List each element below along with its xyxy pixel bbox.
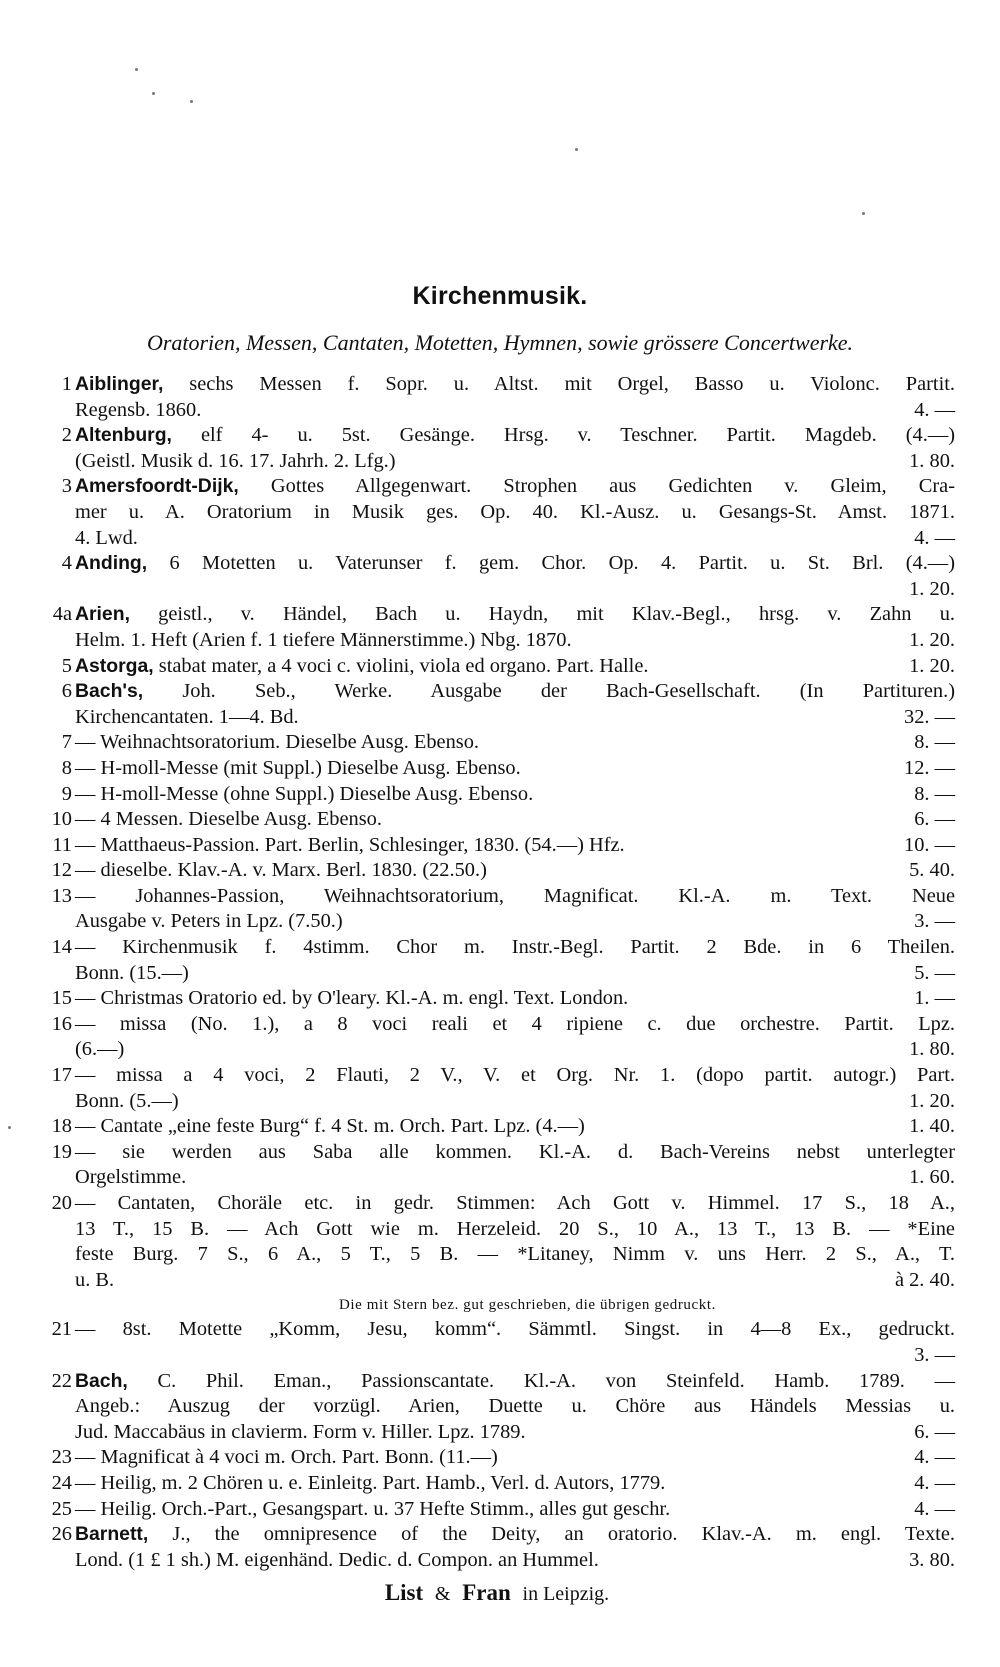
entry-price: 1. 20. xyxy=(909,577,955,600)
entry-number: 24 xyxy=(51,1471,72,1494)
entry-description: — 8st. Motette „Komm, Jesu, komm“. Sämmtl. Singst. in 4—8 Ex., gedruckt. xyxy=(75,1318,955,1341)
entry-line xyxy=(75,1317,955,1343)
entry-line xyxy=(75,1191,955,1217)
entry-number: 16 xyxy=(51,1012,72,1035)
entry-number: 18 xyxy=(51,1115,72,1138)
entry-line xyxy=(75,935,955,961)
entry-description: Joh. Seb., Werke. Ausgabe der Bach-Gesellschaft. (In Partituren.) xyxy=(143,680,955,703)
entry-number: 22 xyxy=(51,1369,72,1392)
catalog-entry xyxy=(50,935,955,986)
catalog-entry xyxy=(50,474,955,551)
entry-line xyxy=(75,1242,955,1268)
catalog-entry xyxy=(50,730,955,756)
entry-number: 17 xyxy=(51,1064,72,1087)
entry-line xyxy=(75,1063,955,1089)
entry-text xyxy=(75,1471,904,1497)
entry-line xyxy=(75,782,955,808)
entry-description: Kirchencantaten. 1—4. Bd. xyxy=(75,705,299,728)
catalog-entry xyxy=(50,1012,955,1063)
entry-line xyxy=(75,1037,955,1063)
paper-speck xyxy=(152,92,155,95)
entry-description: — Kirchenmusik f. 4stimm. Chor m. Instr.-Begl. Partit. 2 Bde. in 6 Theilen. xyxy=(75,936,955,959)
entry-line xyxy=(75,1394,955,1420)
entry-line xyxy=(75,1012,955,1038)
entry-number: 23 xyxy=(51,1446,72,1469)
catalog-entry xyxy=(50,1445,955,1471)
entry-text xyxy=(75,654,899,680)
entry-text xyxy=(75,807,904,833)
entry-description: Angeb.: Auszug der vorzügl. Arien, Duette u. Chöre aus Händels Messias u. xyxy=(75,1395,955,1418)
entry-text xyxy=(75,1369,955,1395)
catalog-entry xyxy=(50,1140,955,1191)
entry-description: Bonn. (5.—) xyxy=(75,1089,179,1112)
catalog-entry xyxy=(50,1114,955,1140)
entry-number: 15 xyxy=(51,987,72,1010)
entry-price: 4. — xyxy=(914,398,955,421)
entry-description: geistl., v. Händel, Bach u. Haydn, mit Klav.-Begl., hrsg. v. Zahn u. xyxy=(129,603,955,626)
entry-description: Jud. Maccabäus in clavierm. Form v. Hiller. Lpz. 1789. xyxy=(75,1420,526,1443)
entry-number: 7 xyxy=(61,731,72,754)
entry-number: 26 xyxy=(51,1523,72,1546)
entry-description: — Heilig. Orch.-Part., Gesangspart. u. 37 Hefte Stimm., alles gut geschr. xyxy=(75,1497,671,1520)
entry-number: 2 xyxy=(61,424,72,447)
entry-description: Ausgabe v. Peters in Lpz. (7.50.) xyxy=(75,910,343,933)
entry-description: feste Burg. 7 S., 6 A., 5 T., 5 B. — *Litaney, Nimm v. uns Herr. 2 S., A., T. xyxy=(75,1243,955,1266)
entry-description: C. Phil. Eman., Passionscantate. Kl.-A. von Steinfeld. Hamb. 1789. — xyxy=(127,1369,955,1392)
catalog-entry xyxy=(50,654,955,680)
entry-text xyxy=(75,986,904,1012)
entry-line xyxy=(75,1445,955,1471)
entry-text xyxy=(75,1394,955,1420)
entry-line xyxy=(75,1420,955,1446)
entry-number: 4 xyxy=(61,552,72,575)
entry-number: 3 xyxy=(61,475,72,498)
entry-text xyxy=(75,1114,899,1140)
catalog-entry xyxy=(50,679,955,730)
entry-text xyxy=(75,1037,899,1063)
publisher-footer xyxy=(0,1580,1000,1606)
entry-text xyxy=(75,1217,955,1243)
entry-description: Gottes Allgegenwart. Strophen aus Gedichten v. Gleim, Cra- xyxy=(238,475,955,498)
entry-price: 4. — xyxy=(914,1497,955,1520)
entry-line xyxy=(75,398,955,424)
entry-line xyxy=(75,654,955,680)
entry-text xyxy=(75,1140,955,1166)
entry-description: — Heilig, m. 2 Chören u. e. Einleitg. Part. Hamb., Verl. d. Autors, 1779. xyxy=(75,1471,666,1494)
catalog-entry xyxy=(50,1497,955,1523)
entry-text xyxy=(75,474,955,500)
entry-line xyxy=(75,730,955,756)
entry-text xyxy=(75,1445,904,1471)
entry-description: sechs Messen f. Sopr. u. Altst. mit Orgel, Basso u. Violonc. Partit. xyxy=(163,373,955,395)
entry-description: — Weihnachtsoratorium. Dieselbe Ausg. Ebenso. xyxy=(75,731,480,754)
composer-name: Astorga, xyxy=(75,654,154,677)
entry-text xyxy=(75,1063,955,1089)
catalog-entry xyxy=(50,1063,955,1114)
entry-description: Helm. 1. Heft (Arien f. 1 tiefere Männerstimme.) Nbg. 1870. xyxy=(75,628,572,651)
page-title: Kirchenmusik. xyxy=(412,282,588,310)
composer-name: Aiblinger, xyxy=(75,373,164,395)
entry-note: Die mit Stern bez. gut geschrieben, die übrigen gedruckt. xyxy=(338,1297,716,1314)
paper-speck xyxy=(575,148,578,151)
entry-line xyxy=(75,1548,955,1574)
entry-description: — missa (No. 1.), a 8 voci reali et 4 ripiene c. due orchestre. Partit. Lpz. xyxy=(75,1012,955,1035)
catalog-entry xyxy=(50,1522,955,1573)
entry-text xyxy=(75,1420,904,1446)
entry-text xyxy=(75,1497,904,1523)
entry-text xyxy=(75,1089,899,1115)
entry-line xyxy=(75,602,955,628)
entry-description: Bonn. (15.—) xyxy=(75,961,189,984)
entry-line xyxy=(75,833,955,859)
composer-name: Bach, xyxy=(75,1369,128,1392)
entry-line xyxy=(75,1217,955,1243)
entry-text xyxy=(75,577,899,603)
catalog-entry xyxy=(50,858,955,884)
entry-line xyxy=(75,423,955,449)
entry-price: 12. — xyxy=(904,756,955,779)
entry-line xyxy=(75,1140,955,1166)
catalog-entry xyxy=(50,423,955,474)
entry-number: 11 xyxy=(52,833,72,856)
entry-text xyxy=(75,1317,955,1343)
entry-price: 4. — xyxy=(914,526,955,549)
entry-number: 21 xyxy=(51,1318,72,1341)
entry-text xyxy=(75,551,955,577)
entry-text xyxy=(75,1165,899,1191)
entry-price: 5. 40. xyxy=(909,859,955,882)
entry-text xyxy=(75,884,955,910)
entry-line xyxy=(75,858,955,884)
composer-name: Amersfoordt-Dijk, xyxy=(75,475,239,498)
publisher-place: in Leipzig. xyxy=(522,1583,610,1605)
entry-number: 1 xyxy=(61,373,72,395)
catalog-entry xyxy=(50,986,955,1012)
entry-text xyxy=(75,500,955,526)
entry-line xyxy=(75,679,955,705)
entry-price: à 2. 40. xyxy=(894,1268,955,1291)
entry-line xyxy=(75,1165,955,1191)
catalog-entry xyxy=(50,884,955,935)
entry-price: 1. 20. xyxy=(909,654,955,677)
entry-number: 12 xyxy=(51,859,72,882)
paper-speck xyxy=(862,212,865,215)
entry-number: 25 xyxy=(51,1497,72,1520)
catalog-entry xyxy=(50,782,955,808)
composer-name: Barnett, xyxy=(75,1523,149,1546)
entry-price: 3. — xyxy=(914,910,955,933)
publisher-name-a: List xyxy=(384,1580,424,1605)
entry-description: Regensb. 1860. xyxy=(75,398,202,421)
entry-number: 13 xyxy=(51,884,72,907)
entry-line xyxy=(75,372,955,398)
entry-line xyxy=(75,1343,955,1369)
entry-price: 1. 20. xyxy=(909,1089,955,1112)
entry-line xyxy=(75,474,955,500)
entry-description: — Cantaten, Choräle etc. in gedr. Stimmen: Ach Gott v. Himmel. 17 S., 18 A., xyxy=(75,1192,955,1214)
entry-number: 19 xyxy=(51,1140,72,1163)
entry-price: 8. — xyxy=(914,782,955,805)
entry-price: 32. — xyxy=(904,705,955,728)
entry-number: 6 xyxy=(61,680,72,703)
entry-line xyxy=(75,1471,955,1497)
entry-description: Lond. (1 £ 1 sh.) M. eigenhänd. Dedic. d. Compon. an Hummel. xyxy=(75,1548,599,1571)
entry-number: 14 xyxy=(51,936,72,959)
catalog-entries xyxy=(50,372,955,1573)
entry-price: 5. — xyxy=(914,961,955,984)
entry-description: 13 T., 15 B. — Ach Gott wie m. Herzeleid. 20 S., 10 A., 13 T., 13 B. — *Eine xyxy=(75,1217,955,1240)
publisher-connector: & xyxy=(434,1583,451,1605)
entry-description: — H-moll-Messe (ohne Suppl.) Dieselbe Ausg. Ebenso. xyxy=(75,782,534,805)
paper-speck xyxy=(8,1126,11,1129)
entry-description: — 4 Messen. Dieselbe Ausg. Ebenso. xyxy=(75,808,382,831)
entry-description: mer u. A. Oratorium in Musik ges. Op. 40. Kl.-Ausz. u. Gesangs-St. Amst. 1871. xyxy=(75,500,955,523)
catalog-entry xyxy=(50,1317,955,1368)
entry-price: 4. — xyxy=(914,1446,955,1469)
entry-description: (6.—) xyxy=(75,1038,125,1061)
entry-description: — Cantate „eine feste Burg“ f. 4 St. m. Orch. Part. Lpz. (4.—) xyxy=(75,1115,585,1138)
entry-text xyxy=(75,833,894,859)
entry-price: 1. 40. xyxy=(909,1115,955,1138)
composer-name: Bach's, xyxy=(75,680,144,703)
entry-number: 9 xyxy=(61,782,72,805)
entry-price: 3. 80. xyxy=(909,1548,955,1571)
entry-description: elf 4- u. 5st. Gesänge. Hrsg. v. Teschner. Partit. Magdeb. (4.—) xyxy=(171,424,955,447)
catalog-entry xyxy=(50,1191,955,1317)
entry-number: 4a xyxy=(52,603,72,626)
entry-line xyxy=(75,705,955,731)
entry-price: 10. — xyxy=(904,833,955,856)
entry-description: — dieselbe. Klav.-A. v. Marx. Berl. 1830. (22.50.) xyxy=(75,859,487,882)
entry-description: — H-moll-Messe (mit Suppl.) Dieselbe Ausg. Ebenso. xyxy=(75,756,521,779)
entry-number: 20 xyxy=(51,1192,72,1214)
catalog-entry xyxy=(50,1369,955,1446)
entry-price: 6. — xyxy=(914,808,955,831)
entry-line xyxy=(75,628,955,654)
entry-text xyxy=(75,1522,955,1548)
entry-text xyxy=(75,628,899,654)
paper-speck xyxy=(135,68,138,71)
entry-description: — missa a 4 voci, 2 Flauti, 2 V., V. et Org. Nr. 1. (dopo partit. autogr.) Part. xyxy=(75,1064,955,1087)
entry-text xyxy=(75,961,904,987)
entry-description: — Johannes-Passion, Weihnachtsoratorium, Magnificat. Kl.-A. m. Text. Neue xyxy=(75,884,955,907)
page-subtitle: Oratorien, Messen, Cantaten, Motetten, Hymnen, sowie grössere Concertwerke. xyxy=(146,330,854,355)
entry-text xyxy=(75,1343,904,1369)
entry-text xyxy=(75,679,955,705)
composer-name: Anding, xyxy=(75,552,148,575)
entry-line xyxy=(75,1522,955,1548)
entry-price: 1. — xyxy=(914,987,955,1010)
entry-text xyxy=(75,1012,955,1038)
entry-price: 8. — xyxy=(914,731,955,754)
entry-line xyxy=(75,807,955,833)
catalog-entry xyxy=(50,756,955,782)
catalog-entry xyxy=(50,551,955,602)
entry-text xyxy=(75,909,904,935)
catalog-entry xyxy=(50,833,955,859)
entry-number: 10 xyxy=(51,808,72,831)
entry-description: — Christmas Oratorio ed. by O'leary. Kl.-A. m. engl. Text. London. xyxy=(75,987,629,1010)
entry-text xyxy=(75,1191,955,1217)
entry-line xyxy=(75,449,955,475)
entry-price: 3. — xyxy=(914,1343,955,1366)
entry-description: — Magnificat à 4 voci m. Orch. Part. Bonn. (11.—) xyxy=(75,1446,498,1469)
entry-price: 1. 20. xyxy=(909,628,955,651)
entry-line xyxy=(75,1369,955,1395)
catalog-entry xyxy=(50,1471,955,1497)
entry-line xyxy=(75,577,955,603)
entry-text xyxy=(75,782,904,808)
entry-description: u. B. xyxy=(75,1268,115,1291)
entry-text xyxy=(75,602,955,628)
entry-line xyxy=(75,961,955,987)
entry-description: 6 Motetten u. Vaterunser f. gem. Chor. Op. 4. Partit. u. St. Brl. (4.—) xyxy=(147,552,955,575)
entry-text xyxy=(75,526,904,552)
entry-number: 8 xyxy=(61,756,72,779)
entry-line xyxy=(75,909,955,935)
entry-description: — sie werden aus Saba alle kommen. Kl.-A. d. Bach-Vereins nebst unterlegter xyxy=(75,1140,955,1163)
entry-line xyxy=(75,1268,955,1294)
entry-line xyxy=(75,1114,955,1140)
entry-line xyxy=(75,551,955,577)
entry-description: 4. Lwd. xyxy=(75,526,138,549)
entry-description: J., the omnipresence of the Deity, an oratorio. Klav.-A. m. engl. Texte. xyxy=(148,1523,955,1546)
catalog-entry xyxy=(50,602,955,653)
entry-price: 6. — xyxy=(914,1420,955,1443)
entry-description: stabat mater, a 4 voci c. violini, viola ed organo. Part. Halle. xyxy=(153,654,649,677)
entry-price: 4. — xyxy=(914,1471,955,1494)
entry-line xyxy=(75,1089,955,1115)
entry-text xyxy=(75,423,955,449)
entry-description: — Matthaeus-Passion. Part. Berlin, Schlesinger, 1830. (54.—) Hfz. xyxy=(75,833,625,856)
entry-line xyxy=(75,500,955,526)
entry-price: 1. 80. xyxy=(909,1038,955,1061)
entry-description: Orgelstimme. xyxy=(75,1166,187,1189)
entry-text xyxy=(75,1242,955,1268)
entry-line xyxy=(75,526,955,552)
entry-text xyxy=(75,1548,899,1574)
entry-text xyxy=(75,935,955,961)
entry-text xyxy=(75,1268,885,1294)
paper-speck xyxy=(190,100,193,103)
composer-name: Arien, xyxy=(75,603,130,626)
entry-text xyxy=(75,705,894,731)
entry-number: 5 xyxy=(61,654,72,677)
entry-text xyxy=(75,372,955,398)
entry-price: 1. 60. xyxy=(909,1166,955,1189)
catalog-entry xyxy=(50,807,955,833)
publisher-name-b: Fran xyxy=(462,1580,511,1605)
entry-description: (Geistl. Musik d. 16. 17. Jahrh. 2. Lfg.) xyxy=(75,449,396,472)
catalog-entry xyxy=(50,372,955,423)
entry-line xyxy=(75,1497,955,1523)
entry-price: 1. 80. xyxy=(909,449,955,472)
entry-line xyxy=(75,756,955,782)
entry-text xyxy=(75,858,899,884)
entry-line xyxy=(75,884,955,910)
composer-name: Altenburg, xyxy=(75,424,172,447)
entry-text xyxy=(75,756,894,782)
entry-text xyxy=(75,398,904,424)
entry-text xyxy=(75,449,899,475)
entry-line xyxy=(75,986,955,1012)
entry-text xyxy=(75,730,904,756)
